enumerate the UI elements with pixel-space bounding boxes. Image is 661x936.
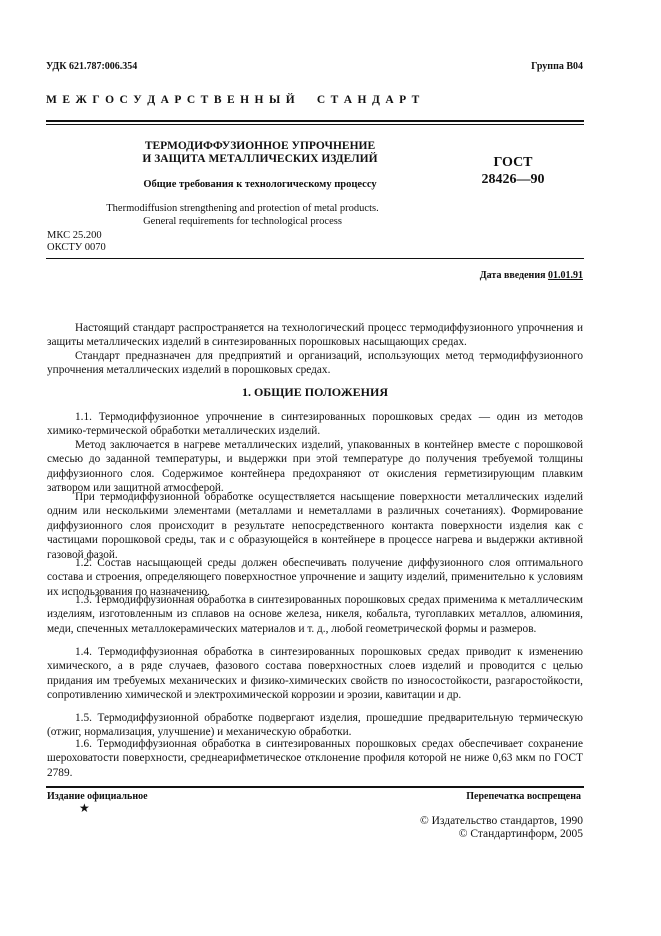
preamble-paragraph: Стандарт предназначен для предприятий и организаций, использующих метод термодиффузионного упрочнения металлических изделий в порошковых средах.	[47, 350, 583, 377]
reprint-notice: Перепечатка воспрещена	[466, 791, 581, 802]
english-title-line-1: Thermodiffusion strengthening and protection of metal products.	[106, 203, 379, 214]
official-edition: Издание официальное	[47, 791, 148, 802]
section-paragraph: 1.2. Состав насыщающей среды должен обеспечивать получение диффузионного слоя оптимального состава и строения, определяющего поверхностное упрочнение и защиту изделий, применительно к условиям их использования по назначению.	[47, 557, 583, 598]
english-title-line-2: General requirements for technological process	[143, 215, 342, 227]
section-paragraph: 1.6. Термодиффузионная обработка в синтезированных порошковых средах обеспечивает сохранение шероховатости поверхности, среднеарифметическое отклонение профиля которой не ниже 0,63 мкм по ГОСТ 2789.	[47, 738, 583, 779]
udk-code: УДК 621.787:006.354	[46, 61, 138, 72]
title-line-2: И ЗАЩИТА МЕТАЛЛИЧЕСКИХ ИЗДЕЛИЙ	[142, 153, 378, 165]
section-paragraph: При термодиффузионной обработке осуществляется насыщение поверхности металлических изделий одним или несколькими элементами (металлами и неметаллами в различных сочетаниях). Формирование диффузионного слоя происходит в результате непосредственного контакта поверхности изделия как с частицами порошковой среды, так и с образующейся в контейнере в процессе нагрева и выдержки активной газовой фазой.	[47, 491, 583, 561]
header-rule-thick	[46, 120, 584, 122]
title-block-rule	[46, 258, 584, 259]
gost-designation	[467, 154, 559, 188]
english-title	[65, 203, 420, 228]
mks-code: МКС 25.200	[47, 230, 102, 241]
copyright-line-2: © Стандартинформ, 2005	[458, 827, 583, 840]
section-paragraph: Метод заключается в нагреве металлических изделий, упакованных в контейнер вместе с порошковой смесью до заданной температуры, и выдержки при этой температуре до получения требуемой толщины диффузионного слоя. Содержимое контейнера предохраняют от окисления герметизирующим плавким затвором или защитной атмосферой.	[47, 439, 583, 495]
okstu-code: ОКСТУ 0070	[47, 241, 106, 253]
preamble-paragraph: Настоящий стандарт распространяется на технологический процесс термодиффузионного упрочнения и защиты металлических изделий в синтезированных порошковых насыщающих средах.	[47, 322, 583, 349]
gost-label: ГОСТ	[493, 155, 533, 170]
interstate-standard-banner: М Е Ж Г О С У Д А Р С Т В Е Н Н Ы Й С Т А Н Д А Р Т	[46, 94, 421, 106]
title-line-1: ТЕРМОДИФФУЗИОННОЕ УПРОЧНЕНИЕ	[144, 140, 376, 152]
document-title	[90, 140, 430, 166]
section-paragraph: 1.1. Термодиффузионное упрочнение в синтезированных порошковых средах — один из методов химико-термической обработки металлических изделий.	[47, 411, 583, 438]
copyright-block	[420, 815, 583, 840]
section-heading: 1. ОБЩИЕ ПОЛОЖЕНИЯ	[241, 385, 389, 399]
section-paragraph: 1.4. Термодиффузионная обработка в синтезированных порошковых средах приводит к изменению химического, а в ряде случаев, фазового состава поверхностных слоев изделий и проводится с целью придания им требуемых механических и физико-химических свойств по износостойкости, разгаростойкости, сопротивлению химической и электрохимической коррозии и эрозии, кавитации и др.	[47, 646, 583, 702]
group-code: Группа В04	[531, 61, 583, 72]
copyright-line-1: © Издательство стандартов, 1990	[419, 815, 583, 827]
section-paragraph: 1.3. Термодиффузионная обработка в синтезированных порошковых средах применима к металлическим изделиям, изготовленным из сплавов на основе железа, никеля, кобальта, тугоплавких металлов, алюминия, меди, спеченных металлокерамических материалов и т. д., любой геометрической формы и размеров.	[47, 594, 583, 635]
classification-codes	[47, 230, 106, 253]
document-subtitle: Общие требования к технологическому процессу	[143, 179, 377, 190]
introduction-date-label: Дата введения	[479, 270, 546, 281]
header-rule-thin	[46, 124, 584, 125]
footer-rule	[46, 786, 584, 788]
star-mark: ★	[79, 801, 90, 815]
introduction-date	[480, 270, 583, 281]
introduction-date-value: 01.01.91	[548, 270, 583, 281]
section-paragraph: 1.5. Термодиффузионной обработке подвергают изделия, прошедшие предварительную термическую (отжиг, нормализация, улучшение) и механическую обработки.	[47, 712, 583, 739]
gost-number: 28426—90	[481, 172, 545, 187]
